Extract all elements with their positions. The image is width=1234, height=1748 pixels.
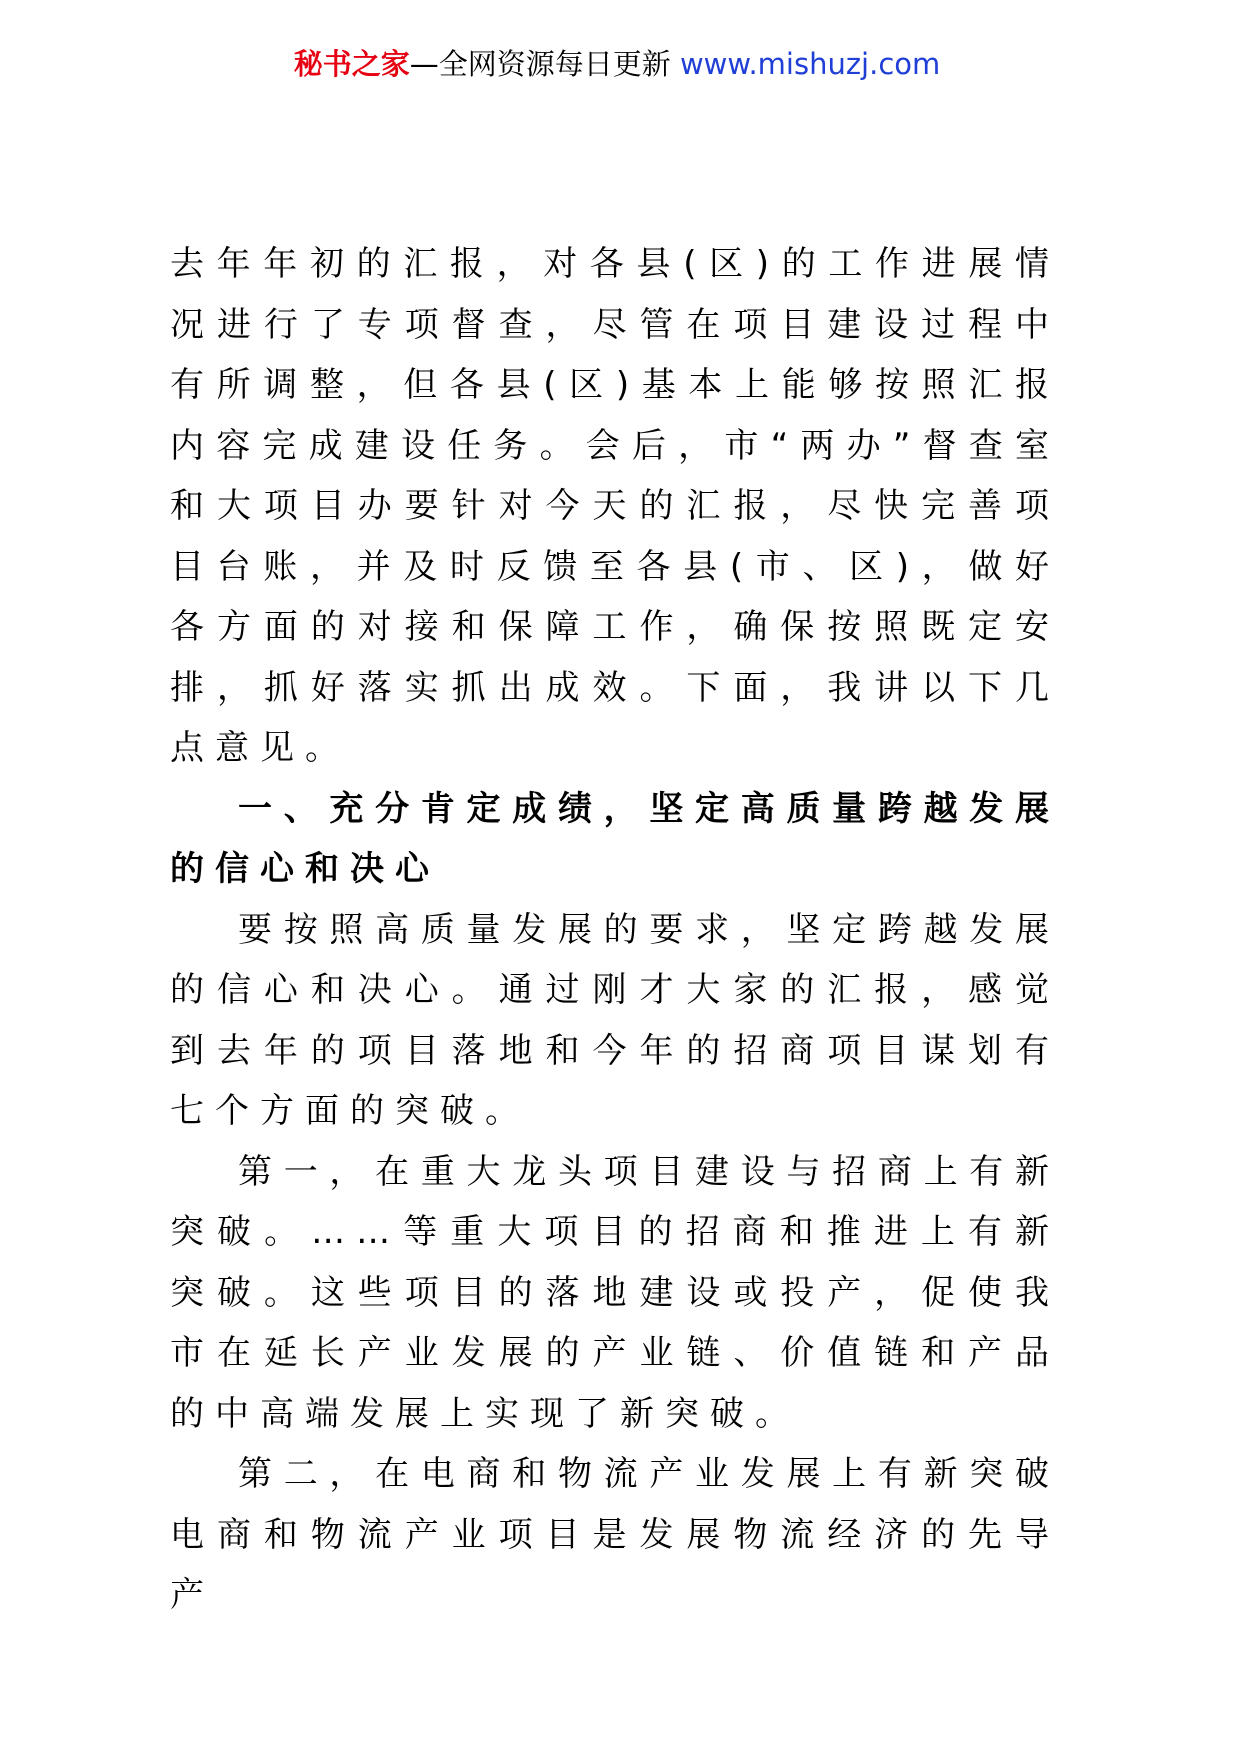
paragraph: 要按照高质量发展的要求，坚定跨越发展的信心和决心。通过刚才大家的汇报，感觉到去年的项目落地和今年的招商项目谋划有七个方面的突破。 (170, 909, 1060, 1131)
paragraph-continued: 去年年初的汇报，对各县(区)的工作进展情况进行了专项督查，尽管在项目建设过程中有所调整，但各县(区)基本上能够按照汇报内容完成建设任务。会后，市“两办”督查室和大项目办要针对今天的汇报，尽快完善项目台账，并及时反馈至各县(市、区)，做好各方面的对接和保障工作，确保按照既定安排，抓好落实抓出成效。下面，我讲以下几点意见。 (170, 244, 1060, 768)
page-header (0, 44, 1234, 84)
document-body (170, 234, 1060, 1626)
paragraph: 第一，在重大龙头项目建设与招商上有新突破。……等重大项目的招商和推进上有新突破。这些项目的落地建设或投产，促使我市在延长产业发展的产业链、价值链和产品的中高端发展上实现了新突破。 (170, 1151, 1060, 1434)
site-brand: 秘书之家 (293, 47, 410, 81)
site-url-link[interactable]: www.mishuzj.com (679, 47, 941, 81)
paragraph: 第二，在电商和物流产业发展上有新突破电商和物流产业项目是发展物流经济的先导产 (170, 1454, 1060, 1615)
section-heading: 一、充分肯定成绩，坚定高质量跨越发展的信心和决心 (170, 788, 1060, 889)
site-slogan: —全网资源每日更新 (409, 47, 671, 81)
